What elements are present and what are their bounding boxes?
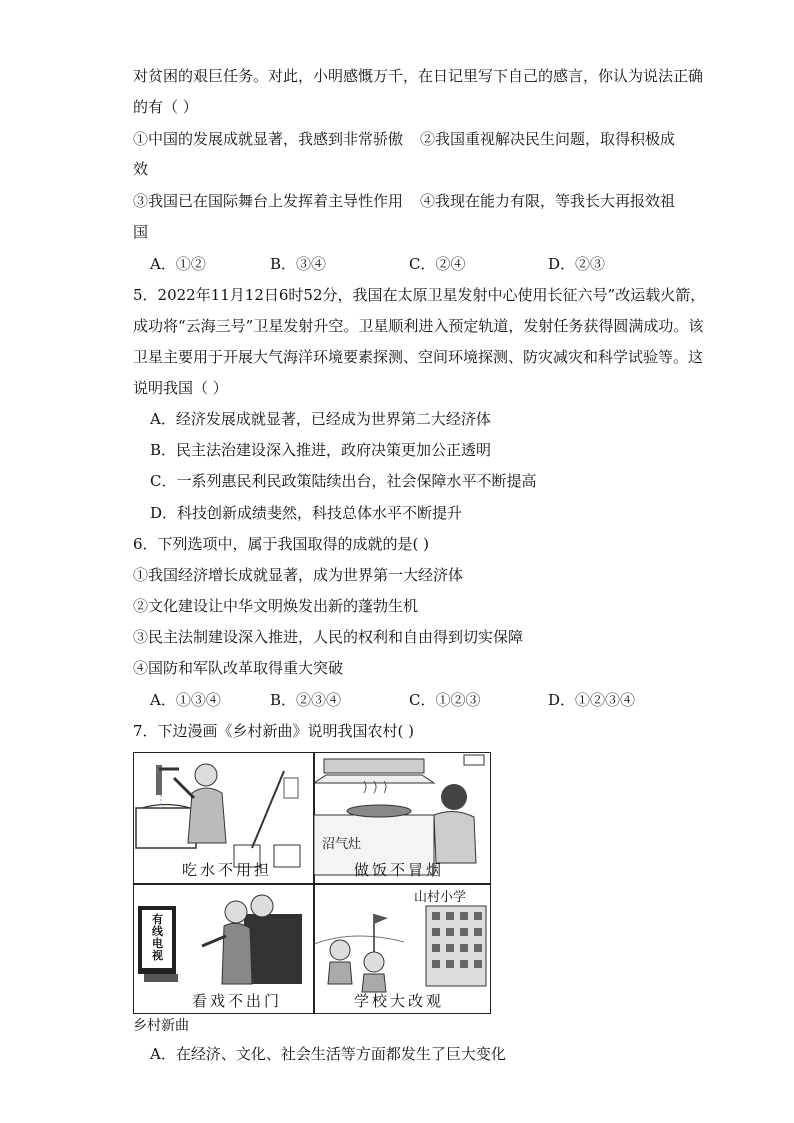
- comic-figure: [133, 752, 491, 1014]
- tv-label: 有线电视: [152, 913, 163, 962]
- q4-option-b: B．③④: [270, 255, 327, 273]
- q6-item-1: ①我国经济增长成就显著，成为世界第一大经济体: [133, 566, 464, 584]
- stove-label: 沼气灶: [322, 837, 362, 852]
- q4-item-1: ①中国的发展成就显著，我感到非常骄傲: [133, 130, 404, 148]
- q5-stem-line-1: 5．2022年11月12日6时52分，我国在太原卫星发射中心使用长征六号”改运载火箭，: [133, 286, 706, 304]
- q4-option-c: C．②④: [409, 255, 466, 273]
- q4-stem-line-2: 的有（ ）: [133, 98, 198, 116]
- q6-stem: 6．下列选项中，属于我国取得的成就的是( ): [133, 535, 430, 553]
- q6-item-2: ②文化建设让中华文明焕发出新的蓬勃生机: [133, 597, 419, 615]
- q4-option-d: D．②③: [548, 255, 606, 273]
- q4-item-3: ③我国已在国际舞台上发挥着主导性作用: [133, 192, 404, 210]
- q4-option-a: A．①②: [150, 255, 206, 273]
- comic-caption-1: 吃水不用担: [182, 861, 273, 879]
- q4-item-4-cont: 国: [133, 223, 149, 241]
- comic-caption-2: 做饭不冒烟: [354, 861, 445, 879]
- q5-stem-line-4: 说明我国（ ）: [133, 379, 228, 397]
- q6-option-b: B．②③④: [270, 691, 342, 709]
- comic-panel-water: [134, 753, 312, 882]
- comic-title: 乡村新曲: [133, 1018, 189, 1034]
- comic-panel-school: [314, 884, 492, 1013]
- q5-option-c: C．一系列惠民利民政策陆续出台，社会保障水平不断提高: [150, 472, 537, 490]
- q4-item-4: ④我现在能力有限，等我长大再报效祖: [420, 192, 676, 210]
- q4-stem-line-1: 对贫困的艰巨任务。对此，小明感慨万千，在日记里写下自己的感言，你认为说法正确: [133, 67, 704, 85]
- q7-option-a: A．在经济、文化、社会生活等方面都发生了巨大变化: [150, 1045, 506, 1063]
- comic-caption-3: 看戏不出门: [192, 992, 283, 1010]
- comic-panel-tv: [134, 884, 312, 1013]
- q6-item-4: ④国防和军队改革取得重大突破: [133, 659, 344, 677]
- q6-item-3: ③民主法制建设深入推进，人民的权利和自由得到切实保障: [133, 628, 524, 646]
- comic-panel-stove: [314, 753, 492, 882]
- comic-caption-4: 学校大改观: [354, 992, 445, 1010]
- school-label: 山村小学: [414, 886, 466, 905]
- q5-option-b: B．民主法治建设深入推进，政府决策更加公正透明: [150, 441, 492, 459]
- q5-option-d: D．科技创新成绩斐然，科技总体水平不断提升: [150, 504, 463, 522]
- q6-option-d: D．①②③④: [548, 691, 636, 709]
- q7-stem: 7．下边漫画《乡村新曲》说明我国农村( ): [133, 722, 415, 740]
- q5-stem-line-2: 成功将“云海三号”卫星发射升空。卫星顺利进入预定轨道，发射任务获得圆满成功。该: [133, 317, 704, 335]
- q6-option-c: C．①②③: [409, 691, 481, 709]
- q5-option-a: A．经济发展成就显著，已经成为世界第二大经济体: [150, 410, 491, 428]
- q6-option-a: A．①③④: [150, 691, 221, 709]
- q4-item-2-cont: 效: [133, 160, 149, 178]
- q4-item-2: ②我国重视解决民生问题，取得积极成: [420, 130, 676, 148]
- q5-stem-line-3: 卫星主要用于开展大气海洋环境要素探测、空间环境探测、防灾减灾和科学试验等。这: [133, 348, 704, 366]
